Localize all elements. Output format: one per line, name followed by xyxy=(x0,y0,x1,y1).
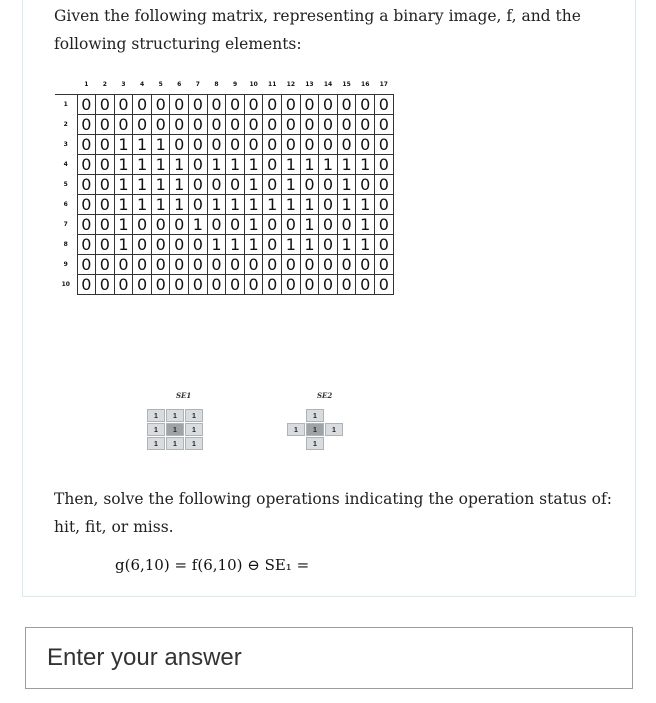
matrix-cell: 1 xyxy=(207,194,226,214)
column-number: 5 xyxy=(151,76,170,94)
matrix-cell: 1 xyxy=(133,134,152,154)
matrix-cell: 1 xyxy=(133,154,152,174)
se1-cell: 1 xyxy=(147,423,165,436)
matrix-cell: 0 xyxy=(77,114,96,134)
matrix-cell: 1 xyxy=(207,154,226,174)
matrix-cell: 0 xyxy=(356,274,375,294)
matrix-cell: 0 xyxy=(375,254,394,274)
matrix-cell: 0 xyxy=(375,114,394,134)
matrix-cell: 1 xyxy=(244,194,263,214)
matrix-cell: 0 xyxy=(96,154,115,174)
matrix-cell: 1 xyxy=(226,154,245,174)
matrix-cell: 0 xyxy=(189,234,208,254)
matrix-cell: 1 xyxy=(244,154,263,174)
matrix-cell: 0 xyxy=(244,94,263,114)
matrix-cell: 0 xyxy=(151,234,170,254)
se2-cell: 1 xyxy=(306,409,324,422)
matrix-row xyxy=(55,154,393,174)
matrix-cell: 1 xyxy=(114,234,133,254)
matrix-cell: 0 xyxy=(151,114,170,134)
matrix-cell: 0 xyxy=(207,214,226,234)
matrix-cell: 1 xyxy=(300,214,319,234)
matrix-cell: 1 xyxy=(244,174,263,194)
column-number: 17 xyxy=(375,76,394,94)
matrix-cell: 0 xyxy=(282,114,301,134)
matrix-cell: 0 xyxy=(114,114,133,134)
matrix-cell: 0 xyxy=(319,174,338,194)
matrix-cell: 1 xyxy=(151,174,170,194)
matrix-cell: 0 xyxy=(356,134,375,154)
matrix-cell: 0 xyxy=(96,274,115,294)
matrix-cell: 0 xyxy=(300,114,319,134)
se1-cell: 1 xyxy=(185,423,203,436)
matrix-cell: 1 xyxy=(319,154,338,174)
matrix-cell: 1 xyxy=(263,194,282,214)
matrix-cell: 1 xyxy=(356,194,375,214)
matrix-cell: 0 xyxy=(263,94,282,114)
matrix-cell: 1 xyxy=(282,194,301,214)
matrix-cell: 0 xyxy=(337,134,356,154)
se1-cell: 1 xyxy=(185,437,203,450)
matrix-cell: 0 xyxy=(189,134,208,154)
se2-cell xyxy=(287,409,305,422)
column-header-row xyxy=(55,76,393,94)
matrix-cell: 1 xyxy=(114,174,133,194)
matrix-cell: 0 xyxy=(244,134,263,154)
column-number: 13 xyxy=(300,76,319,94)
matrix-cell: 0 xyxy=(96,214,115,234)
matrix-cell: 0 xyxy=(96,254,115,274)
matrix-cell: 0 xyxy=(189,154,208,174)
matrix-cell: 0 xyxy=(189,94,208,114)
matrix-cell: 0 xyxy=(226,274,245,294)
matrix-cell: 0 xyxy=(244,254,263,274)
matrix-cell: 0 xyxy=(375,214,394,234)
se1-label: SE1 xyxy=(176,391,192,400)
matrix-cell: 0 xyxy=(151,214,170,234)
se1-cell: 1 xyxy=(185,409,203,422)
row-number: 8 xyxy=(55,234,77,254)
matrix-cell: 0 xyxy=(244,114,263,134)
matrix-cell: 1 xyxy=(189,214,208,234)
matrix-cell: 0 xyxy=(226,114,245,134)
matrix-cell: 0 xyxy=(375,274,394,294)
matrix-row xyxy=(55,134,393,154)
matrix-cell: 0 xyxy=(319,274,338,294)
matrix-cell: 1 xyxy=(226,194,245,214)
matrix-cell: 0 xyxy=(77,194,96,214)
matrix-cell: 0 xyxy=(263,154,282,174)
matrix-cell: 1 xyxy=(226,234,245,254)
matrix-cell: 0 xyxy=(77,274,96,294)
matrix-cell: 0 xyxy=(282,134,301,154)
structuring-element-1 xyxy=(147,409,203,450)
matrix-cell: 1 xyxy=(151,134,170,154)
matrix-cell: 0 xyxy=(189,174,208,194)
matrix-cell: 0 xyxy=(226,254,245,274)
operation-formula: g(6,10) = f(6,10) ⊖ SE₁ = xyxy=(115,556,310,574)
row-number: 2 xyxy=(55,114,77,134)
matrix-cell: 0 xyxy=(77,94,96,114)
matrix-row xyxy=(55,194,393,214)
matrix-cell: 0 xyxy=(133,94,152,114)
matrix-cell: 0 xyxy=(96,134,115,154)
matrix-cell: 1 xyxy=(244,214,263,234)
se2-cell xyxy=(287,437,305,450)
row-number: 10 xyxy=(55,274,77,294)
matrix-cell: 0 xyxy=(319,134,338,154)
matrix-cell: 0 xyxy=(133,254,152,274)
matrix-cell: 0 xyxy=(189,114,208,134)
matrix-cell: 0 xyxy=(133,214,152,234)
matrix-cell: 1 xyxy=(300,234,319,254)
column-number: 12 xyxy=(282,76,301,94)
matrix-row xyxy=(55,94,393,114)
matrix-cell: 0 xyxy=(337,274,356,294)
matrix-cell: 0 xyxy=(77,134,96,154)
matrix-cell: 0 xyxy=(319,214,338,234)
matrix-cell: 0 xyxy=(207,274,226,294)
column-number: 15 xyxy=(337,76,356,94)
matrix-cell: 1 xyxy=(151,154,170,174)
matrix-cell: 0 xyxy=(300,254,319,274)
matrix-cell: 0 xyxy=(263,274,282,294)
matrix-cell: 1 xyxy=(356,234,375,254)
matrix-cell: 0 xyxy=(375,154,394,174)
matrix-cell: 0 xyxy=(189,194,208,214)
matrix-cell: 1 xyxy=(114,154,133,174)
se1-cell: 1 xyxy=(147,437,165,450)
matrix-cell: 0 xyxy=(263,254,282,274)
se2-cell xyxy=(325,409,343,422)
binary-image-matrix xyxy=(55,76,394,295)
matrix-cell: 0 xyxy=(263,174,282,194)
matrix-cell: 0 xyxy=(356,254,375,274)
matrix-cell: 0 xyxy=(226,214,245,234)
se2-cell xyxy=(325,437,343,450)
matrix-cell: 0 xyxy=(337,114,356,134)
matrix-cell: 0 xyxy=(207,254,226,274)
matrix-cell: 0 xyxy=(300,134,319,154)
matrix-cell: 0 xyxy=(207,114,226,134)
matrix-cell: 0 xyxy=(319,234,338,254)
matrix-cell: 0 xyxy=(356,94,375,114)
matrix-cell: 0 xyxy=(77,234,96,254)
row-number: 1 xyxy=(55,94,77,114)
matrix-cell: 1 xyxy=(114,214,133,234)
matrix-cell: 0 xyxy=(96,94,115,114)
matrix-cell: 0 xyxy=(77,254,96,274)
matrix-cell: 1 xyxy=(244,234,263,254)
matrix-cell: 0 xyxy=(226,134,245,154)
matrix-cell: 0 xyxy=(170,214,189,234)
matrix-cell: 0 xyxy=(207,174,226,194)
matrix-cell: 0 xyxy=(263,234,282,254)
matrix-cell: 0 xyxy=(282,274,301,294)
matrix-cell: 0 xyxy=(77,174,96,194)
matrix-row xyxy=(55,274,393,294)
row-number: 7 xyxy=(55,214,77,234)
column-number: 6 xyxy=(170,76,189,94)
matrix-cell: 0 xyxy=(263,214,282,234)
matrix-cell: 1 xyxy=(133,194,152,214)
column-number: 14 xyxy=(319,76,338,94)
matrix-cell: 0 xyxy=(207,94,226,114)
matrix-row xyxy=(55,114,393,134)
matrix-cell: 1 xyxy=(170,174,189,194)
matrix-cell: 0 xyxy=(356,114,375,134)
matrix-cell: 0 xyxy=(151,254,170,274)
matrix-cell: 0 xyxy=(151,94,170,114)
matrix-cell: 0 xyxy=(375,134,394,154)
row-number: 3 xyxy=(55,134,77,154)
matrix-cell: 0 xyxy=(170,114,189,134)
matrix-cell: 0 xyxy=(170,234,189,254)
matrix-cell: 0 xyxy=(337,94,356,114)
matrix-cell: 0 xyxy=(337,214,356,234)
matrix-cell: 0 xyxy=(282,254,301,274)
matrix-cell: 0 xyxy=(282,214,301,234)
matrix-cell: 0 xyxy=(375,174,394,194)
matrix-cell: 0 xyxy=(77,154,96,174)
matrix-cell: 0 xyxy=(356,174,375,194)
matrix-cell: 1 xyxy=(356,214,375,234)
matrix-row xyxy=(55,234,393,254)
matrix-cell: 0 xyxy=(96,234,115,254)
matrix-cell: 0 xyxy=(319,94,338,114)
matrix-cell: 0 xyxy=(189,274,208,294)
matrix-cell: 0 xyxy=(300,94,319,114)
se1-cell: 1 xyxy=(166,409,184,422)
column-number: 3 xyxy=(114,76,133,94)
se2-label: SE2 xyxy=(317,391,333,400)
matrix-cell: 1 xyxy=(282,174,301,194)
matrix-row xyxy=(55,254,393,274)
matrix-cell: 0 xyxy=(170,134,189,154)
matrix-row xyxy=(55,214,393,234)
matrix-cell: 1 xyxy=(356,154,375,174)
column-number: 7 xyxy=(189,76,208,94)
matrix-cell: 1 xyxy=(151,194,170,214)
se2-cell: 1 xyxy=(325,423,343,436)
matrix-cell: 0 xyxy=(114,94,133,114)
matrix-cell: 0 xyxy=(375,94,394,114)
column-number: 10 xyxy=(244,76,263,94)
question-intro: Given the following matrix, representing a binary image, f, and the following structuring elements: xyxy=(54,7,581,53)
matrix-cell: 0 xyxy=(189,254,208,274)
matrix-cell: 0 xyxy=(282,94,301,114)
matrix-cell: 0 xyxy=(319,194,338,214)
matrix-cell: 1 xyxy=(170,194,189,214)
matrix-row xyxy=(55,174,393,194)
matrix-cell: 1 xyxy=(282,154,301,174)
matrix-cell: 1 xyxy=(207,234,226,254)
row-number: 4 xyxy=(55,154,77,174)
matrix-cell: 0 xyxy=(133,114,152,134)
matrix-cell: 1 xyxy=(170,154,189,174)
column-number: 9 xyxy=(226,76,245,94)
matrix-cell: 1 xyxy=(300,154,319,174)
matrix-cell: 0 xyxy=(375,194,394,214)
structuring-element-2 xyxy=(287,409,343,450)
matrix-cell: 1 xyxy=(300,194,319,214)
matrix-cell: 0 xyxy=(207,134,226,154)
matrix-cell: 1 xyxy=(133,174,152,194)
matrix-cell: 0 xyxy=(133,274,152,294)
column-number: 4 xyxy=(133,76,152,94)
matrix-cell: 0 xyxy=(96,194,115,214)
column-number: 2 xyxy=(96,76,115,94)
matrix-cell: 0 xyxy=(96,114,115,134)
se1-cell: 1 xyxy=(147,409,165,422)
matrix-corner xyxy=(55,76,77,94)
matrix-cell: 0 xyxy=(319,254,338,274)
matrix-cell: 0 xyxy=(114,254,133,274)
matrix-cell: 1 xyxy=(337,154,356,174)
matrix-cell: 0 xyxy=(151,274,170,294)
answer-input[interactable]: Enter your answer xyxy=(25,627,633,689)
matrix-cell: 0 xyxy=(300,274,319,294)
matrix-cell: 0 xyxy=(170,274,189,294)
matrix-cell: 0 xyxy=(114,274,133,294)
matrix-cell: 0 xyxy=(77,214,96,234)
matrix-cell: 1 xyxy=(282,234,301,254)
matrix-cell: 1 xyxy=(337,174,356,194)
matrix-cell: 0 xyxy=(170,254,189,274)
matrix-cell: 0 xyxy=(319,114,338,134)
column-number: 1 xyxy=(77,76,96,94)
matrix-cell: 0 xyxy=(263,134,282,154)
matrix-cell: 0 xyxy=(337,254,356,274)
column-number: 8 xyxy=(207,76,226,94)
se1-cell: 1 xyxy=(166,423,184,436)
row-number: 5 xyxy=(55,174,77,194)
matrix-cell: 0 xyxy=(300,174,319,194)
matrix-cell: 1 xyxy=(114,194,133,214)
matrix-cell: 1 xyxy=(114,134,133,154)
row-number: 6 xyxy=(55,194,77,214)
se1-cell: 1 xyxy=(166,437,184,450)
matrix-cell: 0 xyxy=(375,234,394,254)
column-number: 16 xyxy=(356,76,375,94)
se2-cell: 1 xyxy=(306,437,324,450)
matrix-cell: 0 xyxy=(244,274,263,294)
row-number: 9 xyxy=(55,254,77,274)
se2-cell: 1 xyxy=(306,423,324,436)
matrix-cell: 0 xyxy=(263,114,282,134)
matrix-cell: 0 xyxy=(226,174,245,194)
matrix-cell: 1 xyxy=(337,234,356,254)
matrix-cell: 0 xyxy=(96,174,115,194)
matrix-cell: 0 xyxy=(226,94,245,114)
matrix-cell: 0 xyxy=(133,234,152,254)
question-instruction: Then, solve the following operations indicating the operation status of: hit, fit, or miss. xyxy=(54,490,612,536)
column-number: 11 xyxy=(263,76,282,94)
matrix-cell: 0 xyxy=(170,94,189,114)
matrix-cell: 1 xyxy=(337,194,356,214)
se2-cell: 1 xyxy=(287,423,305,436)
